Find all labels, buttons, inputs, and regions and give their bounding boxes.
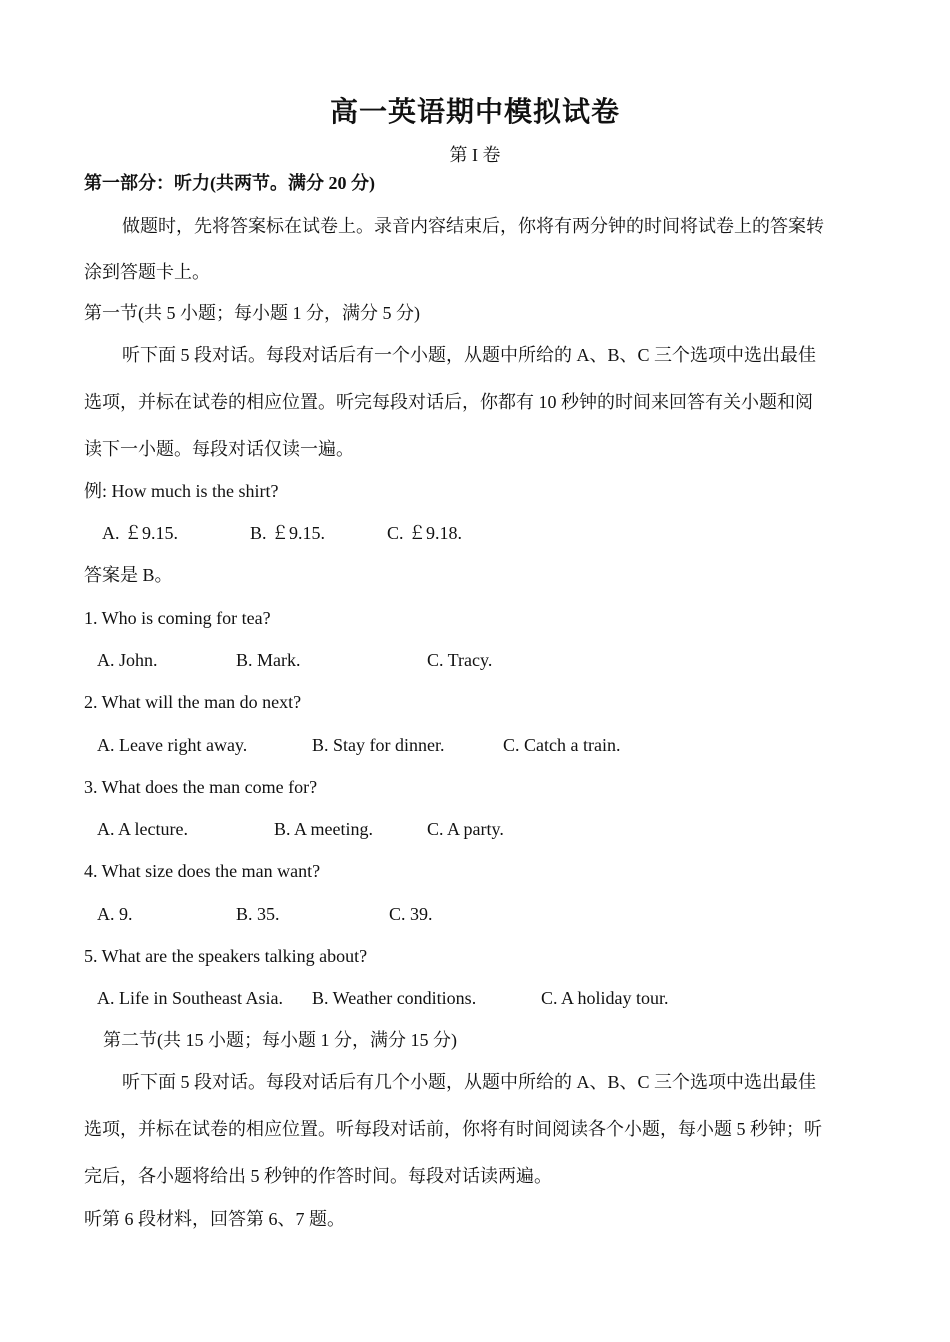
section2-instruction-line: 完后，各小题将给出 5 秒钟的作答时间。每段对话读两遍。 <box>84 1166 552 1186</box>
example-answer: 答案是 B。 <box>84 565 173 585</box>
example-option-c: C. ￡9.18. <box>387 523 463 543</box>
instruction-line: 做题时，先将答案标在试卷上。录音内容结束后，你将有两分钟的时间将试卷上的答案转 <box>122 216 824 236</box>
option-b: B. Stay for dinner. <box>312 735 445 755</box>
example-option-a: A. ￡9.15. <box>102 523 178 543</box>
section2-instruction-line: 选项，并标在试卷的相应位置。听每段对话前，你将有时间阅读各个小题，每小题 5 秒钟；听 <box>84 1119 822 1139</box>
option-b: B. Mark. <box>236 650 301 670</box>
option-c: C. Catch a train. <box>503 735 621 755</box>
example-question: 例: How much is the shirt? <box>84 481 279 501</box>
option-a: A. Life in Southeast Asia. <box>97 988 283 1008</box>
option-c: C. A party. <box>427 819 504 839</box>
option-c: C. Tracy. <box>427 650 493 670</box>
question-5: 5. What are the speakers talking about? <box>84 946 368 966</box>
example-option-b: B. ￡9.15. <box>250 523 326 543</box>
exam-title: 高一英语期中模拟试卷 <box>329 95 620 128</box>
section2-instruction-line: 听下面 5 段对话。每段对话后有几个小题，从题中所给的 A、B、C 三个选项中选出最佳 <box>122 1072 817 1092</box>
instruction-line: 涂到答题卡上。 <box>84 262 210 282</box>
part1-heading: 第一部分：听力(共两节。满分 20 分) <box>84 173 375 193</box>
option-a: A. Leave right away. <box>97 735 248 755</box>
option-c: C. A holiday tour. <box>541 988 669 1008</box>
section1-heading: 第一节(共 5 小题；每小题 1 分，满分 5 分) <box>84 303 420 323</box>
section1-instruction-line: 读下一小题。每段对话仅读一遍。 <box>84 439 354 459</box>
section1-instruction-line: 听下面 5 段对话。每段对话后有一个小题，从题中所给的 A、B、C 三个选项中选出最佳 <box>122 345 817 365</box>
section2-heading: 第二节(共 15 小题；每小题 1 分，满分 15 分) <box>103 1030 457 1050</box>
material-6-heading: 听第 6 段材料，回答第 6、7 题。 <box>84 1209 345 1229</box>
volume-label: 第 I 卷 <box>449 145 501 165</box>
option-a: A. A lecture. <box>97 819 188 839</box>
option-b: B. A meeting. <box>274 819 373 839</box>
question-2: 2. What will the man do next? <box>84 692 302 712</box>
option-c: C. 39. <box>389 904 433 924</box>
option-a: A. 9. <box>97 904 133 924</box>
question-3: 3. What does the man come for? <box>84 777 318 797</box>
option-b: B. Weather conditions. <box>312 988 477 1008</box>
option-a: A. John. <box>97 650 158 670</box>
question-4: 4. What size does the man want? <box>84 861 321 881</box>
option-b: B. 35. <box>236 904 280 924</box>
question-1: 1. Who is coming for tea? <box>84 608 271 628</box>
section1-instruction-line: 选项，并标在试卷的相应位置。听完每段对话后，你都有 10 秒钟的时间来回答有关小题和阅 <box>84 392 813 412</box>
